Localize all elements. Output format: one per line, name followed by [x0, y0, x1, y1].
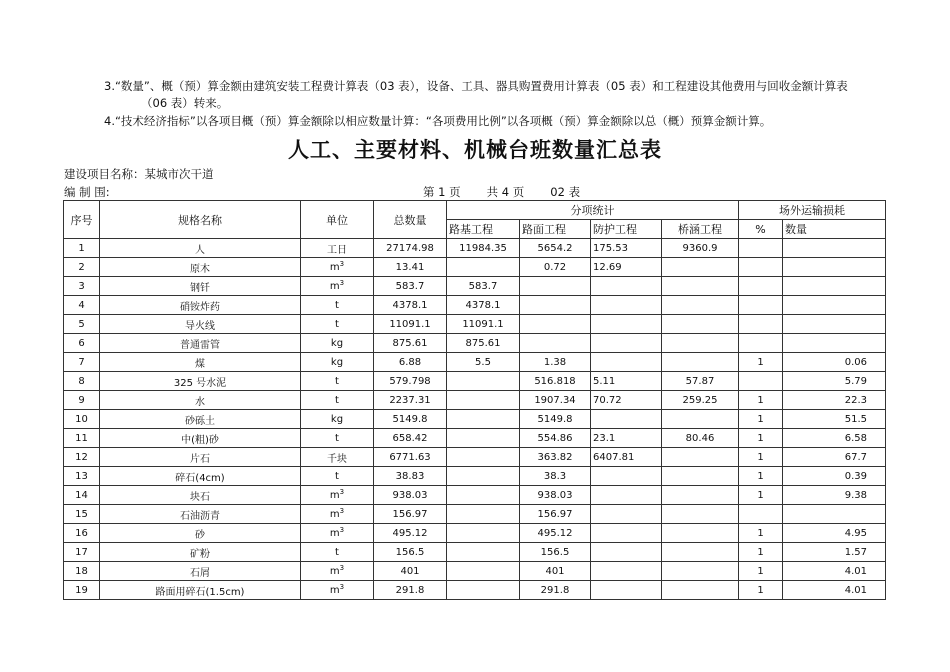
table-row	[64, 296, 886, 315]
cell-protection	[591, 353, 662, 372]
cell-pavement: 156.5	[520, 543, 591, 562]
cell-total: 6.88	[374, 353, 447, 372]
cell-pavement: 938.03	[520, 486, 591, 505]
cell-spec: 导火线	[100, 315, 301, 334]
cell-unit	[301, 391, 374, 410]
unit-text: m	[329, 584, 340, 596]
cell-qty: 6.58	[783, 429, 886, 448]
cell-pavement	[520, 315, 591, 334]
cell-culvert	[662, 467, 739, 486]
cell-qty: 0.06	[783, 353, 886, 372]
table-row	[64, 410, 886, 429]
note-3-line-1: 3.“数量”、概（预）算金额由建筑安装工程费计算表（03 表），设备、工具、器具购置费用计算表（05 表）和工程建设其他费用与回收金额计算表	[104, 79, 848, 93]
cell-subgrade	[447, 391, 520, 410]
note-4: 4.“技术经济指标”以各项目概（预）算金额除以相应数量计算：“各项费用比例”以各项概（预）算金额除以总（概）预算金额计算。	[104, 114, 772, 128]
cell-total: 658.42	[374, 429, 447, 448]
cell-subgrade	[447, 448, 520, 467]
cell-spec: 水	[100, 391, 301, 410]
cell-subgrade	[447, 505, 520, 524]
unit-superscript: 3	[339, 259, 345, 268]
header-unit: 单位	[301, 201, 374, 239]
cell-subgrade: 875.61	[447, 334, 520, 353]
header-seq: 序号	[64, 201, 100, 239]
unit-superscript: 3	[339, 487, 345, 496]
cell-seq: 1	[64, 239, 100, 258]
unit-text: t	[335, 299, 339, 311]
cell-seq: 19	[64, 581, 100, 600]
cell-seq: 2	[64, 258, 100, 277]
cell-percent: 1	[739, 410, 783, 429]
cell-percent: 1	[739, 524, 783, 543]
cell-subgrade	[447, 562, 520, 581]
cell-percent: 1	[739, 581, 783, 600]
cell-qty	[783, 277, 886, 296]
cell-spec: 普通雷管	[100, 334, 301, 353]
cell-subgrade	[447, 429, 520, 448]
cell-subgrade: 5.5	[447, 353, 520, 372]
table-row	[64, 448, 886, 467]
table-header	[64, 201, 886, 239]
cell-subgrade	[447, 372, 520, 391]
cell-pavement: 1.38	[520, 353, 591, 372]
cell-seq: 12	[64, 448, 100, 467]
cell-seq: 11	[64, 429, 100, 448]
cell-pavement: 495.12	[520, 524, 591, 543]
cell-pavement: 291.8	[520, 581, 591, 600]
cell-qty: 4.01	[783, 581, 886, 600]
cell-protection: 12.69	[591, 258, 662, 277]
cell-total: 291.8	[374, 581, 447, 600]
cell-seq: 17	[64, 543, 100, 562]
cell-protection: 70.72	[591, 391, 662, 410]
cell-percent: 1	[739, 353, 783, 372]
cell-spec: 人	[100, 239, 301, 258]
unit-text: m	[329, 280, 340, 292]
cell-qty	[783, 296, 886, 315]
cell-pavement	[520, 296, 591, 315]
cell-qty: 0.39	[783, 467, 886, 486]
cell-unit	[301, 315, 374, 334]
cell-unit	[301, 353, 374, 372]
cell-percent	[739, 372, 783, 391]
cell-total: 4378.1	[374, 296, 447, 315]
cell-unit	[301, 543, 374, 562]
cell-total: 495.12	[374, 524, 447, 543]
cell-pavement: 5149.8	[520, 410, 591, 429]
cell-seq: 8	[64, 372, 100, 391]
table-row	[64, 334, 886, 353]
unit-superscript: 3	[339, 525, 345, 534]
cell-percent: 1	[739, 448, 783, 467]
summary-table	[63, 200, 886, 600]
cell-culvert	[662, 353, 739, 372]
cell-seq: 3	[64, 277, 100, 296]
unit-superscript: 3	[339, 563, 345, 572]
unit-text: m	[329, 565, 340, 577]
cell-spec: 原木	[100, 258, 301, 277]
cell-percent	[739, 505, 783, 524]
cell-total: 2237.31	[374, 391, 447, 410]
cell-percent: 1	[739, 562, 783, 581]
cell-percent: 1	[739, 543, 783, 562]
cell-percent: 1	[739, 391, 783, 410]
cell-total: 38.83	[374, 467, 447, 486]
cell-total: 579.798	[374, 372, 447, 391]
cell-protection	[591, 486, 662, 505]
cell-total: 156.5	[374, 543, 447, 562]
table-row	[64, 315, 886, 334]
form-number: 02 表	[550, 185, 581, 199]
cell-spec: 石屑	[100, 562, 301, 581]
cell-culvert	[662, 410, 739, 429]
cell-spec: 中(粗)砂	[100, 429, 301, 448]
cell-culvert	[662, 543, 739, 562]
cell-spec: 块石	[100, 486, 301, 505]
cell-spec: 煤	[100, 353, 301, 372]
cell-qty: 4.95	[783, 524, 886, 543]
cell-unit	[301, 486, 374, 505]
table-row	[64, 239, 886, 258]
cell-unit	[301, 429, 374, 448]
cell-qty: 1.57	[783, 543, 886, 562]
cell-percent: 1	[739, 429, 783, 448]
cell-percent	[739, 315, 783, 334]
cell-pavement: 516.818	[520, 372, 591, 391]
cell-subgrade	[447, 467, 520, 486]
cell-percent	[739, 258, 783, 277]
unit-superscript: 3	[339, 278, 345, 287]
cell-unit	[301, 296, 374, 315]
table-row	[64, 258, 886, 277]
cell-total: 938.03	[374, 486, 447, 505]
cell-protection	[591, 315, 662, 334]
cell-qty: 22.3	[783, 391, 886, 410]
cell-seq: 9	[64, 391, 100, 410]
cell-seq: 15	[64, 505, 100, 524]
unit-text: t	[335, 432, 339, 444]
cell-unit	[301, 239, 374, 258]
cell-spec: 钢钎	[100, 277, 301, 296]
unit-text: m	[329, 489, 340, 501]
cell-culvert	[662, 296, 739, 315]
cell-culvert	[662, 524, 739, 543]
cell-protection	[591, 581, 662, 600]
cell-spec: 矿粉	[100, 543, 301, 562]
cell-qty	[783, 258, 886, 277]
cell-unit	[301, 410, 374, 429]
cell-subgrade: 4378.1	[447, 296, 520, 315]
total-pages: 共 4 页	[486, 185, 525, 199]
cell-spec: 砂砾土	[100, 410, 301, 429]
table-row	[64, 505, 886, 524]
cell-total: 401	[374, 562, 447, 581]
cell-unit	[301, 334, 374, 353]
header-pavement: 路面工程	[520, 220, 591, 239]
cell-qty	[783, 239, 886, 258]
unit-text: kg	[330, 337, 344, 349]
cell-subgrade	[447, 543, 520, 562]
header-percent: %	[739, 220, 783, 239]
table-row	[64, 467, 886, 486]
header-protection: 防护工程	[591, 220, 662, 239]
cell-pavement: 1907.34	[520, 391, 591, 410]
header-breakdown: 分项统计	[447, 201, 739, 220]
table-row	[64, 353, 886, 372]
cell-culvert: 9360.9	[662, 239, 739, 258]
cell-total: 27174.98	[374, 239, 447, 258]
cell-protection: 23.1	[591, 429, 662, 448]
cell-unit	[301, 372, 374, 391]
cell-spec: 石油沥青	[100, 505, 301, 524]
cell-seq: 6	[64, 334, 100, 353]
cell-spec: 路面用碎石(1.5cm)	[100, 581, 301, 600]
cell-total: 13.41	[374, 258, 447, 277]
cell-unit	[301, 505, 374, 524]
header-culvert: 桥涵工程	[662, 220, 739, 239]
page-number: 第 1 页	[423, 185, 461, 199]
cell-subgrade	[447, 486, 520, 505]
cell-total: 583.7	[374, 277, 447, 296]
unit-text: t	[335, 318, 339, 330]
table-row	[64, 562, 886, 581]
cell-culvert	[662, 581, 739, 600]
page-title: 人工、主要材料、机械台班数量汇总表	[288, 138, 662, 162]
cell-pavement: 363.82	[520, 448, 591, 467]
cell-percent: 1	[739, 486, 783, 505]
cell-protection	[591, 277, 662, 296]
cell-total: 875.61	[374, 334, 447, 353]
cell-pavement: 5654.2	[520, 239, 591, 258]
cell-subgrade: 583.7	[447, 277, 520, 296]
cell-culvert	[662, 486, 739, 505]
cell-spec: 325 号水泥	[100, 372, 301, 391]
note-3-line-2: （06 表）转来。	[141, 96, 229, 110]
cell-culvert: 57.87	[662, 372, 739, 391]
cell-unit	[301, 448, 374, 467]
cell-unit	[301, 277, 374, 296]
cell-qty: 9.38	[783, 486, 886, 505]
cell-protection	[591, 562, 662, 581]
cell-percent	[739, 296, 783, 315]
table-row	[64, 524, 886, 543]
cell-culvert	[662, 315, 739, 334]
cell-protection	[591, 296, 662, 315]
unit-superscript: 3	[339, 506, 345, 515]
cell-subgrade	[447, 258, 520, 277]
cell-pavement: 554.86	[520, 429, 591, 448]
cell-protection	[591, 334, 662, 353]
cell-seq: 16	[64, 524, 100, 543]
cell-percent	[739, 334, 783, 353]
unit-text: t	[335, 394, 339, 406]
cell-culvert	[662, 258, 739, 277]
table-row	[64, 429, 886, 448]
cell-spec: 硝铵炸药	[100, 296, 301, 315]
unit-text: 千块	[327, 453, 347, 465]
cell-qty: 4.01	[783, 562, 886, 581]
cell-unit	[301, 467, 374, 486]
header-qty: 数量	[783, 220, 886, 239]
unit-text: m	[329, 508, 340, 520]
cell-qty	[783, 315, 886, 334]
cell-culvert	[662, 448, 739, 467]
header-total: 总数量	[374, 201, 447, 239]
table-row	[64, 372, 886, 391]
cell-unit	[301, 258, 374, 277]
table-row	[64, 543, 886, 562]
cell-total: 5149.8	[374, 410, 447, 429]
cell-pavement: 38.3	[520, 467, 591, 486]
unit-text: kg	[330, 413, 344, 425]
cell-subgrade: 11984.35	[447, 239, 520, 258]
cell-protection: 6407.81	[591, 448, 662, 467]
table-row	[64, 486, 886, 505]
table-row	[64, 581, 886, 600]
cell-seq: 7	[64, 353, 100, 372]
cell-percent: 1	[739, 467, 783, 486]
cell-protection	[591, 467, 662, 486]
cell-percent	[739, 239, 783, 258]
cell-qty: 5.79	[783, 372, 886, 391]
unit-superscript: 3	[339, 582, 345, 591]
cell-percent	[739, 277, 783, 296]
cell-pavement	[520, 334, 591, 353]
cell-protection	[591, 505, 662, 524]
cell-culvert: 80.46	[662, 429, 739, 448]
cell-protection: 5.11	[591, 372, 662, 391]
cell-spec: 片石	[100, 448, 301, 467]
cell-qty	[783, 334, 886, 353]
cell-spec: 碎石(4cm)	[100, 467, 301, 486]
cell-culvert: 259.25	[662, 391, 739, 410]
header-spec: 规格名称	[100, 201, 301, 239]
table-body	[64, 239, 886, 600]
cell-seq: 5	[64, 315, 100, 334]
cell-protection: 175.53	[591, 239, 662, 258]
cell-protection	[591, 524, 662, 543]
table-row	[64, 391, 886, 410]
header-subgrade: 路基工程	[447, 220, 520, 239]
cell-culvert	[662, 505, 739, 524]
cell-seq: 18	[64, 562, 100, 581]
cell-spec: 砂	[100, 524, 301, 543]
unit-text: t	[335, 546, 339, 558]
cell-pavement: 156.97	[520, 505, 591, 524]
cell-pavement: 0.72	[520, 258, 591, 277]
cell-qty	[783, 505, 886, 524]
cell-unit	[301, 581, 374, 600]
cell-subgrade: 11091.1	[447, 315, 520, 334]
editor-label: 编 制 围:	[64, 185, 110, 199]
cell-protection	[591, 410, 662, 429]
cell-protection	[591, 543, 662, 562]
table-row	[64, 277, 886, 296]
unit-text: 工日	[327, 244, 347, 256]
cell-culvert	[662, 277, 739, 296]
unit-text: t	[335, 470, 339, 482]
unit-text: m	[329, 527, 340, 539]
unit-text: t	[335, 375, 339, 387]
project-name-label: 建设项目名称：某城市次干道	[64, 167, 214, 181]
cell-total: 11091.1	[374, 315, 447, 334]
cell-culvert	[662, 562, 739, 581]
unit-text: kg	[330, 356, 344, 368]
page-info	[423, 184, 580, 200]
cell-subgrade	[447, 410, 520, 429]
cell-subgrade	[447, 581, 520, 600]
cell-culvert	[662, 334, 739, 353]
cell-qty: 67.7	[783, 448, 886, 467]
cell-qty: 51.5	[783, 410, 886, 429]
cell-unit	[301, 524, 374, 543]
cell-total: 156.97	[374, 505, 447, 524]
cell-seq: 14	[64, 486, 100, 505]
cell-pavement: 401	[520, 562, 591, 581]
cell-unit	[301, 562, 374, 581]
cell-seq: 4	[64, 296, 100, 315]
header-transport-loss: 场外运输损耗	[739, 201, 886, 220]
unit-text: m	[329, 261, 340, 273]
cell-pavement	[520, 277, 591, 296]
cell-seq: 13	[64, 467, 100, 486]
cell-subgrade	[447, 524, 520, 543]
cell-seq: 10	[64, 410, 100, 429]
cell-total: 6771.63	[374, 448, 447, 467]
